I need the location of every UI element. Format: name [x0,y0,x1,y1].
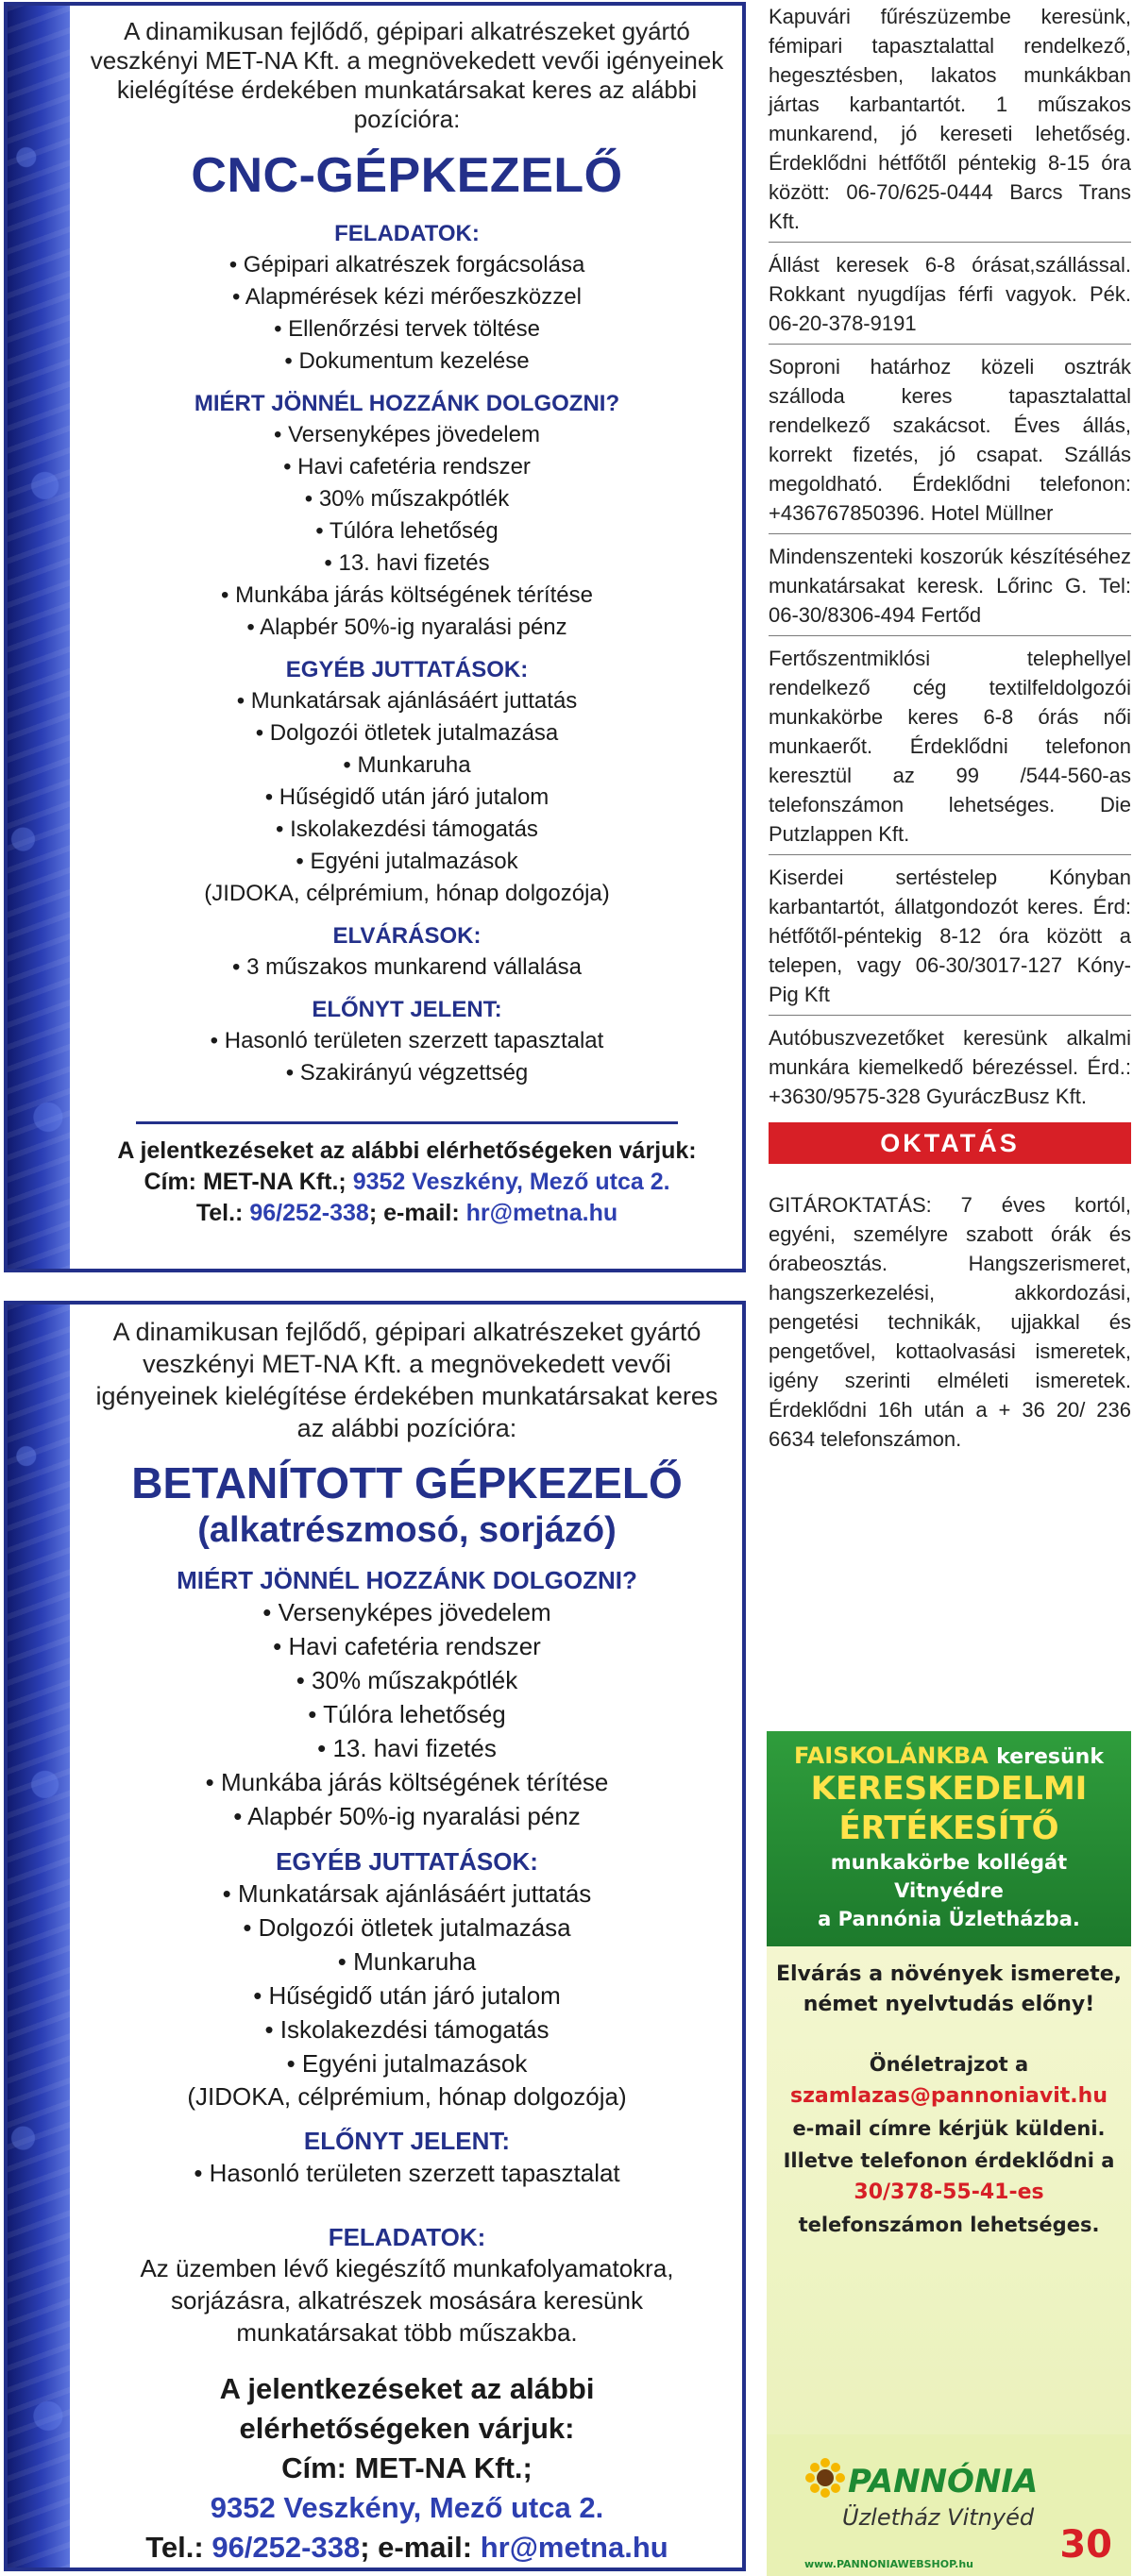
phone-value[interactable]: 96/252-338 [211,2531,361,2564]
list-item: • Egyéni jutalmazások [79,2046,735,2080]
list-item: • Dolgozói ötletek jutalmazása [79,1911,735,1945]
other-benefits-list [79,1877,735,2080]
list-item: • Dolgozói ötletek jutalmazása [79,717,735,749]
cv-line: Önéletrajzot a [869,2053,1029,2076]
cv-line: telefonszámon lehetséges. [798,2214,1100,2236]
email-link[interactable]: hr@metna.hu [465,1200,618,1226]
ad-title: CNC-GÉPKEZELŐ [191,148,623,203]
list-item: • Iskolakezdési támogatás [79,2012,735,2046]
section-title-tasks: FELADATOK: [334,221,480,246]
address-label: Cím: MET-NA Kft.; [144,1169,347,1195]
logo-name: PANNÓNIA [848,2463,1039,2500]
nursery-label: FAISKOLÁNKBA [794,1743,989,1769]
guitar-lessons-ad: GITÁROKTATÁS: 7 éves kortól, egyéni, személyre szabott órák és órabeosztás. Hangszerismeret, hangszerkezelési, akkordozási, pengetési technikák, ujjakkal és pengetővel, kottaolvasási ismeretek, igény szerinti elméleti ismeretek. Érdeklődni 16h után a + 36 20/ 236 6634 telefonszámon. [769,1193,1131,1451]
list-item: • 13. havi fizetés [79,1731,735,1765]
sunflower-icon [804,2457,846,2499]
ad-intro: A dinamikusan fejlődő, gépipari alkatrészeket gyártó veszkényi MET-NA Kft. a megnövekedett vevői igényeinek kielégítése érdekében munkatársakat keres az alábbi pozícióra: [95,1318,719,1442]
list-item: • Gépipari alkatrészek forgácsolása [79,249,735,281]
cv-line: e-mail címre kérjük küldeni. [792,2117,1106,2140]
list-item: • Munkába járás költségének térítése [79,580,735,612]
list-item: • Ellenőrzési tervek töltése [79,313,735,345]
address-value: 9352 Veszkény, Mező utca 2. [352,1169,670,1195]
classified-ad: Kiserdei sertéstelep Kónyban karbantartót, állatgondozót keres. Érd: hétfőtől-péntekig 8-12 óra között a telepen, vagy 06-30/3017-127 Kóny-Pig Kft [769,861,1131,1016]
benefits-note: (JIDOKA, célprémium, hónap dolgozója) [187,2082,627,2111]
classified-ad: Fertőszentmiklósi telephellyel rendelkező cég textilfeldolgozói munkakörbe keres 6-8 órás női munkaerőt. Érdeklődni telefonon keresztül az 99 /544-560-as telefonszámon lehetséges. Die Putzlappen Kft. [769,642,1131,855]
requirement-line: Elvárás a növények ismerete, [775,1962,1122,1986]
list-item: • Munkaruha [79,749,735,782]
classified-ad: Mindenszenteki koszorúk készítéséhez munkatársakat keresk. Lőrinc G. Tel: 06-30/8306-494 Fertőd [769,540,1131,636]
list-item: • Túlóra lehetőség [79,1697,735,1731]
other-benefits-list [79,685,735,878]
list-item: • Havi cafetéria rendszer [79,451,735,483]
address-line [79,1167,735,1198]
contact-block [79,2369,735,2568]
classified-ad: Autóbuszvezetőket keresünk alkalmi munkára kiemelkedő bérezéssel. Érd.: +3630/9575-328 GyuráczBusz Kft. [769,1026,1131,1108]
tasks-list [79,249,735,378]
section-title-tasks: FELADATOK: [328,2223,486,2251]
advantage-list [79,1025,735,1089]
decorative-band [8,1305,70,2568]
tasks-text: Az üzemben lévő kiegészítő munkafolyamatokra, sorjázásra, alkatrészek mosására keresünk munkatársakat több műszakba. [140,2254,674,2347]
email-link[interactable]: szamlazas@pannoniavit.hu [790,2084,1108,2108]
classifieds-column [769,0,1131,1454]
pannonia-ad [767,1731,1131,2576]
benefits-list [79,1595,735,1833]
list-item: • Hűségidő után járó jutalom [79,1978,735,2012]
list-item: • Alapbér 50%-ig nyaralási pénz [79,1799,735,1833]
benefits-list [79,419,735,644]
list-item: • Iskolakezdési támogatás [79,814,735,846]
list-item: • 3 műszakos munkarend vállalása [79,951,735,984]
section-title-advantage: ELŐNYT JELENT: [303,2127,511,2155]
list-item: • 13. havi fizetés [79,547,735,580]
list-item: • Hűségidő után járó jutalom [79,782,735,814]
requirement-line: német nyelvtudás előny! [803,1993,1095,2016]
email-label: ; e-mail: [368,1200,460,1226]
cv-line: Illetve telefonon érdeklődni a [783,2149,1115,2172]
list-item: • Munkatársak ajánlásáért juttatás [79,685,735,717]
section-header-education: OKTATÁS [769,1122,1131,1164]
requirements-list [79,951,735,984]
list-item: • Versenyképes jövedelem [79,1595,735,1629]
section-title-why: MIÉRT JÖNNÉL HOZZÁNK DOLGOZNI? [177,1566,637,1594]
contact-block [79,1136,735,1229]
advantage-list [79,2156,735,2190]
machine-operator-ad [4,1301,746,2571]
classified-ad: Kapuvári fűrészüzembe keresünk, fémipari tapasztalattal rendelkező, hegesztésben, lakatos munkákban jártas karbantartót. 1 műszakos munkarend, jó kereseti lehetőség. Érdeklődni hétfőtől péntekig 8-15 óra között: 06-70/625-0444 Barcs Trans Kft. [769,0,1131,243]
phone-value[interactable]: 96/252-338 [249,1200,369,1226]
phone-email-line [79,1198,735,1229]
position-line: Vitnyédre [894,1879,1004,1902]
position-line: a Pannónia Üzletházba. [818,1908,1080,1930]
contact-line: A jelentkezéseket az alábbi elérhetőségeken várjuk: [117,1137,697,1164]
list-item: • Munkaruha [79,1945,735,1978]
webshop-url[interactable]: www.PANNONIAWEBSHOP.hu [804,2558,974,2570]
classified-ad: Állást keresek 6-8 órásat,szállással. Rokkant nyugdíjas férfi vagyok. Pék. 06-20-378-9191 [769,248,1131,345]
contact-line: elérhetőségeken várjuk: [239,2412,575,2445]
pannonia-logo [767,2434,1131,2576]
section-title-requirements: ELVÁRÁSOK: [332,923,482,949]
phone-label: Tel.: [195,1200,244,1226]
list-item: • Egyéni jutalmazások [79,846,735,878]
benefits-note: (JIDOKA, célprémium, hónap dolgozója) [204,881,610,906]
email-label: ; e-mail: [360,2531,473,2564]
list-item: • Szakirányú végzettség [79,1057,735,1089]
pannonia-header [767,1731,1131,1946]
position-line: munkakörbe kollégát [830,1851,1068,1874]
anniversary-badge: 30 [1059,2523,1112,2567]
contact-line: A jelentkezéseket az alábbi [219,2372,595,2405]
section-title-other: EGYÉB JUTTATÁSOK: [276,1847,538,1876]
list-item: • Munkatársak ajánlásáért juttatás [79,1877,735,1911]
section-title-other: EGYÉB JUTTATÁSOK: [285,657,529,682]
email-link[interactable]: hr@metna.hu [480,2531,668,2564]
phone-email-line [79,2528,735,2568]
section-title-why: MIÉRT JÖNNÉL HOZZÁNK DOLGOZNI? [194,391,620,416]
pannonia-line1 [772,1743,1125,1769]
list-item: • Hasonló területen szerzett tapasztalat [79,2156,735,2190]
list-item: • Havi cafetéria rendszer [79,1629,735,1663]
position-title: KERESKEDELMI [810,1770,1088,1808]
list-item: • Túlóra lehetőség [79,515,735,547]
ad-title: BETANÍTOTT GÉPKEZELŐ [131,1458,683,1507]
divider [136,1121,678,1124]
searching-label: keresünk [996,1745,1104,1769]
list-item: • Versenyképes jövedelem [79,419,735,451]
list-item: • 30% műszakpótlék [79,1663,735,1697]
phone-label: Tel.: [145,2531,204,2564]
section-title-advantage: ELŐNYT JELENT: [312,997,502,1022]
address-label: Cím: MET-NA Kft.; [281,2451,533,2484]
cnc-operator-ad [4,2,746,1272]
logo-subtitle: Üzletház Vitnyéd [842,2504,1035,2531]
ad-intro: A dinamikusan fejlődő, gépipari alkatrészeket gyártó veszkényi MET-NA Kft. a megnövekedett vevői igényeinek kielégítése érdekében munkatársakat keres az alábbi pozícióra: [90,17,724,133]
address-value: 9352 Veszkény, Mező utca 2. [210,2491,604,2524]
position-title: ÉRTÉKESÍTŐ [838,1810,1059,1847]
ad-subtitle: (alkatrészmosó, sorjázó) [197,1510,617,1550]
phone-value[interactable]: 30/378-55-41-es [854,2180,1044,2204]
list-item: • 30% műszakpótlék [79,483,735,515]
list-item: • Munkába járás költségének térítése [79,1765,735,1799]
classified-ad: Soproni határhoz közeli osztrák szálloda keres tapasztalattal rendelkező szakácsot. Éves állás, korrekt fizetés, jó csapat. Szállás megoldható. Érdeklődni telefonon: +436767850396. Hotel Müllner [769,350,1131,534]
decorative-band [8,6,70,1269]
list-item: • Dokumentum kezelése [79,345,735,378]
list-item: • Alapmérések kézi mérőeszközzel [79,281,735,313]
list-item: • Alapbér 50%-ig nyaralási pénz [79,612,735,644]
list-item: • Hasonló területen szerzett tapasztalat [79,1025,735,1057]
